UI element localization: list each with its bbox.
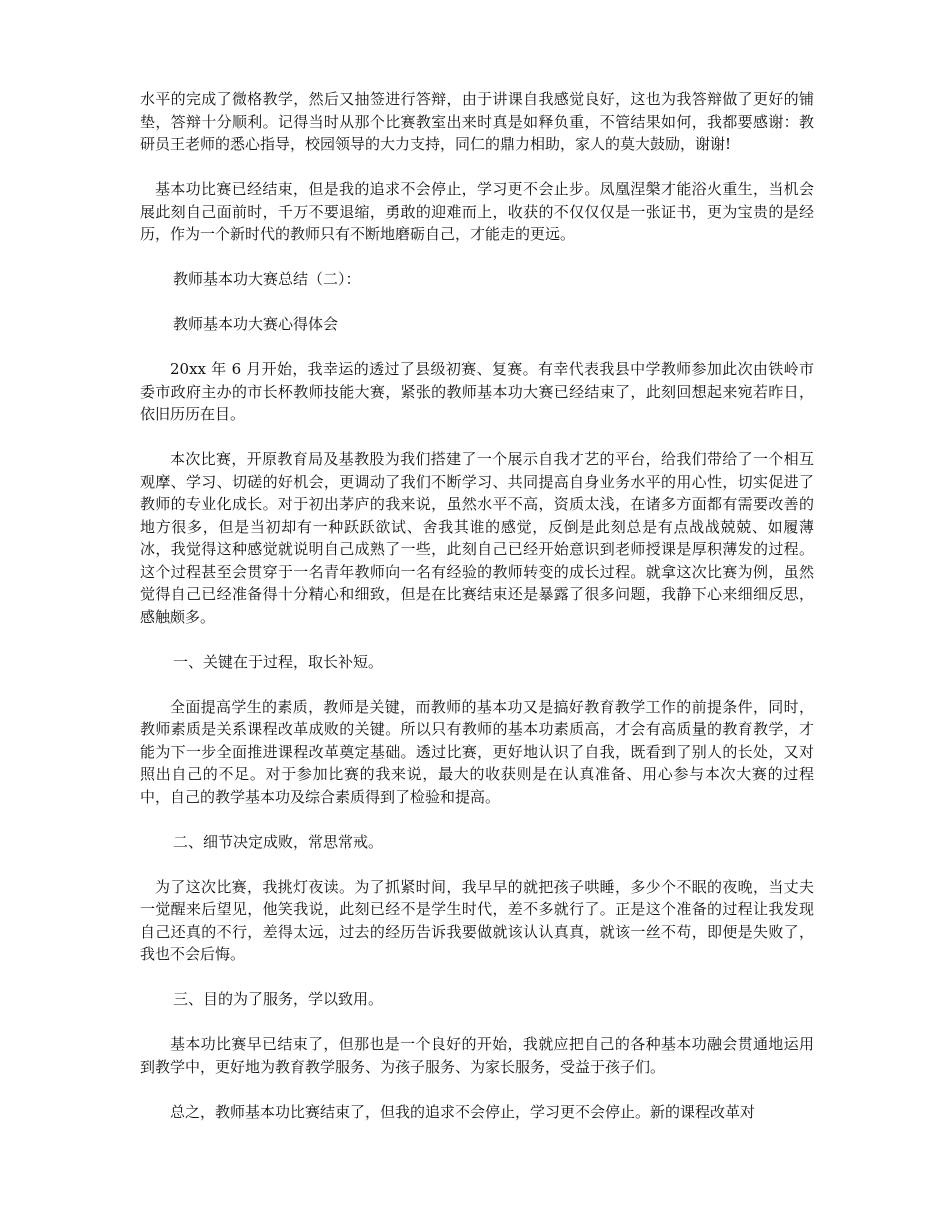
- section-heading: 一、关键在于过程，取长补短。: [173, 652, 384, 671]
- paragraph: 本次比赛，开原教育局及基教股为我们搭建了一个展示自我才艺的平台，给我们带给了一个相互观摩、学习、切磋的好机会，更调动了我们不断学习、共同提高自身业务水平的用心性，切实促进了教师的专业化成长。对于初出茅庐的我来说，虽然水平不高，资质太浅，在诸多方面都有需要改善的地方很多，但是当初却有一种跃跃欲试、舍我其谁的感觉，反倒是此刻总是有点战战兢兢、如履薄冰，我觉得这种感觉就说明自己成熟了一些，此刻自己已经开始意识到老师授课是厚积薄发的过程。这个过程甚至会贯穿于一名青年教师向一名有经验的教师转变的成长过程。就拿这次比赛为例，虽然觉得自己已经准备得十分精心和细致，但是在比赛结束还是暴露了很多问题，我静下心来细细反思，感触颇多。: [140, 450, 814, 626]
- paragraph: 基本功比赛早已结束了，但那也是一个良好的开始，我就应把自己的各种基本功融会贯通地运用到教学中，更好地为教育教学服务、为孩子服务、为家长服务，受益于孩子们。: [140, 1035, 814, 1076]
- section-title: 教师基本功大赛总结（二）：: [173, 270, 361, 288]
- document-body: [140, 88, 814, 1146]
- paragraph: 总之，教师基本功比赛结束了，但我的追求不会停止，学习更不会停止。新的课程改革对: [170, 1102, 756, 1121]
- paragraph: 水平的完成了微格教学，然后又抽签进行答辩，由于讲课自我感觉良好，这也为我答辩做了更好的铺垫，答辩十分顺利。记得当时从那个比赛教室出来时真是如释负重，不管结果如何，我都要感谢：教研员王老师的悉心指导，校园领导的大力支持，同仁的鼎力相助，家人的莫大鼓励，谢谢!: [140, 90, 814, 153]
- section-heading: 二、细节决定成败，常思常戒。: [173, 832, 384, 851]
- paragraph: 全面提高学生的素质，教师是关键，而教师的基本功又是搞好教育教学工作的前提条件，同时，教师素质是关系课程改革成败的关键。所以只有教师的基本功素质高，才会有高质量的教育教学，才能为下一步全面推进课程改革奠定基础。透过比赛，更好地认识了自我，既看到了别人的长处，又对照出自己的不足。对于参加比赛的我来说，最大的收获则是在认真准备、用心参与本次大赛的过程中，自己的教学基本功及综合素质得到了检验和提高。: [140, 697, 814, 806]
- paragraph: 为了这次比赛，我挑灯夜读。为了抓紧时间，我早早的就把孩子哄睡，多少个不眠的夜晚，当丈夫一觉醒来后望见，他笑我说，此刻已经不是学生时代，差不多就行了。正是这个准备的过程让我发现自己还真的不行，差得太远，过去的经历告诉我要做就该认认真真，就该一丝不苟，即便是失败了，我也不会后悔。: [140, 877, 814, 963]
- section-heading: 三、目的为了服务，学以致用。: [173, 990, 384, 1008]
- paragraph: 20xx 年 6 月开始，我幸运的透过了县级初赛、复赛。有幸代表我县中学教师参加此次由铁岭市委市政府主办的市长杯教师技能大赛，紧张的教师基本功大赛已经结束了，此刻回想起来宛若昨日，依旧历历在目。: [140, 360, 814, 423]
- paragraph: 基本功比赛已经结束，但是我的追求不会停止，学习更不会止步。凤凰涅槃才能浴火重生，当机会展此刻自己面前时，千万不要退缩，勇敢的迎难而上，收获的不仅仅仅是一张证书，更为宝贵的是经历，作为一个新时代的教师只有不断地磨砺自己，才能走的更远。: [140, 180, 814, 243]
- section-subtitle: 教师基本功大赛心得体会: [173, 315, 339, 333]
